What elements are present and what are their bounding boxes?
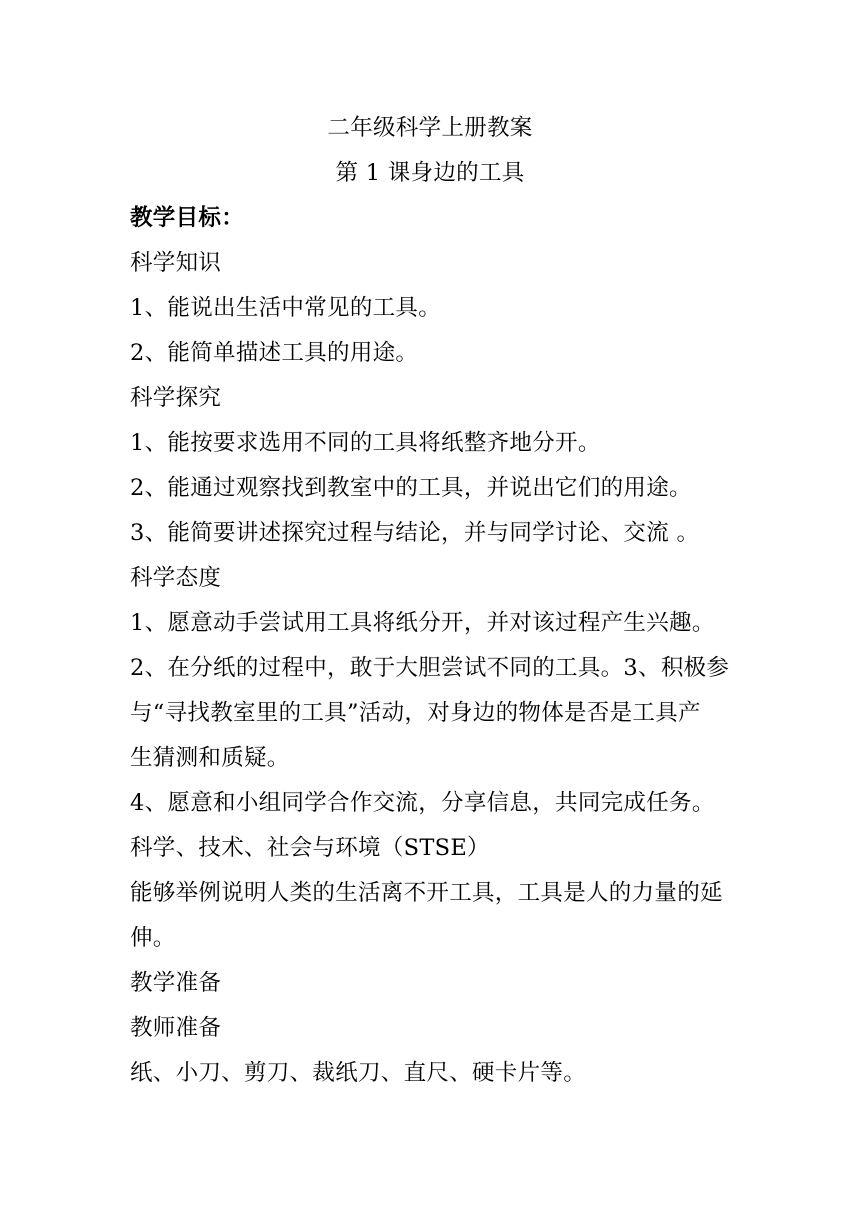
knowledge-item-2: 2、能简单描述工具的用途。	[130, 340, 419, 366]
knowledge-heading: 科学知识	[130, 250, 222, 276]
stse-text-line-2: 伸。	[130, 925, 176, 951]
document-title: 二年级科学上册教案	[327, 115, 533, 141]
inquiry-item-3: 3、能简要讲述探究过程与结论，并与同学讨论、交流 。	[130, 520, 700, 546]
attitude-item-2-line-1: 2、在分纸的过程中，敢于大胆尝试不同的工具。3、积极参	[130, 655, 730, 681]
objectives-heading: 教学目标：	[130, 205, 245, 231]
teacher-prep-heading: 教师准备	[130, 1015, 222, 1041]
attitude-item-4: 4、愿意和小组同学合作交流，分享信息，共同完成任务。	[130, 790, 715, 816]
attitude-heading: 科学态度	[130, 565, 222, 591]
prep-heading: 教学准备	[130, 970, 222, 996]
lesson-title: 第 1 课身边的工具	[335, 160, 525, 186]
teacher-prep-items: 纸、小刀、剪刀、裁纸刀、直尺、硬卡片等。	[130, 1060, 587, 1086]
stse-heading: 科学、技术、社会与环境（STSE）	[130, 835, 490, 861]
inquiry-item-1: 1、能按要求选用不同的工具将纸整齐地分开。	[130, 430, 601, 456]
knowledge-item-1: 1、能说出生活中常见的工具。	[130, 295, 442, 321]
inquiry-item-2: 2、能通过观察找到教室中的工具，并说出它们的用途。	[130, 475, 692, 501]
stse-text-line-1: 能够举例说明人类的生活离不开工具，工具是人的力量的延	[130, 880, 723, 906]
attitude-item-2-line-3: 生猜测和质疑。	[130, 745, 290, 771]
attitude-item-1: 1、愿意动手尝试用工具将纸分开，并对该过程产生兴趣。	[130, 610, 715, 636]
attitude-item-2-line-2: 与“寻找教室里的工具”活动，对身边的物体是否是工具产	[130, 700, 701, 726]
inquiry-heading: 科学探究	[130, 385, 222, 411]
